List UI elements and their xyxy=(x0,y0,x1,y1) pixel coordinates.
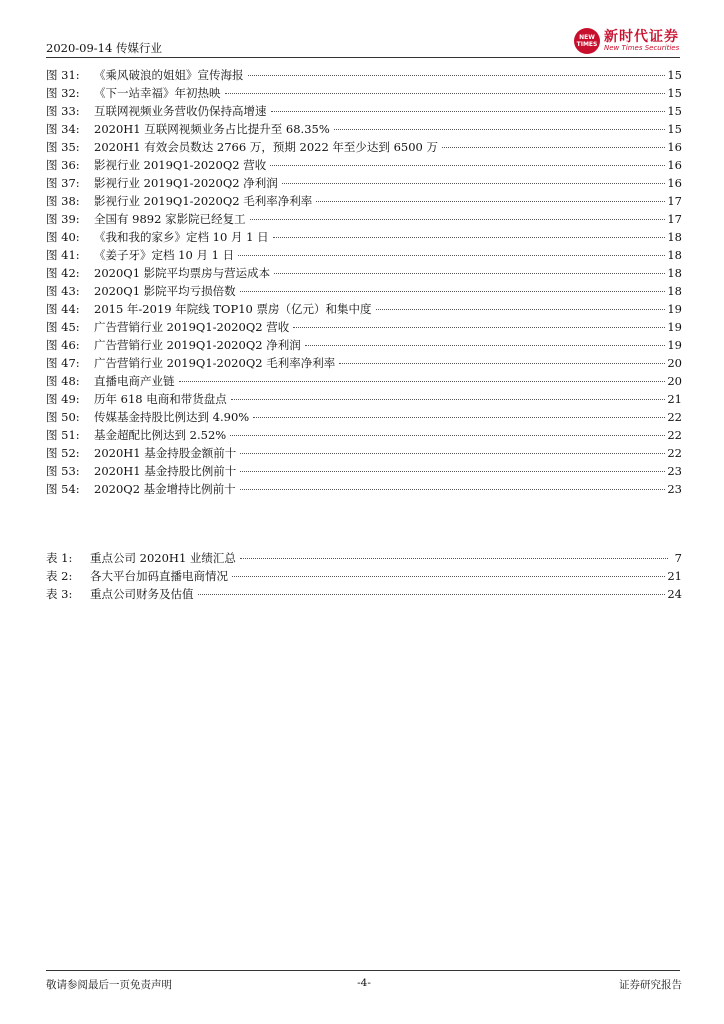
figure-entry-title: 影视行业 2019Q1-2020Q2 净利润 xyxy=(94,176,278,190)
figure-entry-title: 2020Q1 影院平均亏损倍数 xyxy=(94,284,236,298)
figure-entry-page: 17 xyxy=(667,194,682,208)
figure-entry-page: 17 xyxy=(667,212,682,226)
figure-entry-leader-dots xyxy=(339,363,665,364)
figure-entry[interactable] xyxy=(46,319,682,337)
table-entry-leader-dots xyxy=(198,594,666,595)
figure-entry-title: 《乘风破浪的姐姐》宣传海报 xyxy=(94,68,244,82)
footer-disclaimer: 敬请参阅最后一页免责声明 xyxy=(46,979,172,991)
figure-entry-title: 互联网视频业务营收仍保持高增速 xyxy=(94,104,267,118)
table-entry-leader-dots xyxy=(232,576,665,577)
figure-entry-label: 图 43: xyxy=(46,284,80,298)
figure-entry-leader-dots xyxy=(305,345,666,346)
figure-entry-leader-dots xyxy=(240,291,666,292)
figure-entry[interactable] xyxy=(46,409,682,427)
figure-entry-page: 22 xyxy=(667,428,682,442)
figure-entry[interactable] xyxy=(46,337,682,355)
figure-entry-title: 2020Q1 影院平均票房与营运成本 xyxy=(94,266,271,280)
figure-list xyxy=(46,67,682,499)
figure-entry-title: 基金超配比例达到 2.52% xyxy=(94,428,227,442)
footer-divider xyxy=(46,970,680,971)
header-section: 传媒行业 xyxy=(115,41,162,55)
table-entry-title: 重点公司财务及估值 xyxy=(90,587,194,601)
figure-entry-leader-dots xyxy=(293,327,665,328)
figure-entry-title: 《姜子牙》定档 10 月 1 日 xyxy=(94,248,235,262)
figure-entry-title: 直播电商产业链 xyxy=(94,374,175,388)
figure-entry-label: 图 50: xyxy=(46,410,80,424)
figure-entry[interactable] xyxy=(46,175,682,193)
figure-entry[interactable] xyxy=(46,445,682,463)
figure-entry[interactable] xyxy=(46,301,682,319)
figure-entry-leader-dots xyxy=(271,111,666,112)
header-date: 2020-09-14 xyxy=(46,41,113,55)
figure-entry-title: 2015 年-2019 年院线 TOP10 票房（亿元）和集中度 xyxy=(94,302,372,316)
figure-entry-title: 广告营销行业 2019Q1-2020Q2 净利润 xyxy=(94,338,301,352)
figure-entry-page: 20 xyxy=(667,356,682,370)
figure-entry-leader-dots xyxy=(240,453,665,454)
table-entry[interactable] xyxy=(46,586,682,604)
figure-entry-page: 19 xyxy=(667,302,682,316)
figure-entry[interactable] xyxy=(46,229,682,247)
figure-entry[interactable] xyxy=(46,85,682,103)
figure-entry-page: 18 xyxy=(667,230,682,244)
figure-entry[interactable] xyxy=(46,103,682,121)
figure-entry-label: 图 39: xyxy=(46,212,80,226)
table-entry-title: 重点公司 2020H1 业绩汇总 xyxy=(90,551,236,565)
table-entry-label: 表 2: xyxy=(46,569,73,583)
header-divider xyxy=(46,57,680,58)
logo-badge-line1: NEW xyxy=(579,34,595,41)
figure-entry-page: 16 xyxy=(667,140,682,154)
logo-english-name: New Times Securities xyxy=(604,44,680,52)
table-entry-page: 7 xyxy=(674,551,682,565)
figure-entry[interactable] xyxy=(46,355,682,373)
logo-badge-icon xyxy=(574,28,600,54)
figure-entry-label: 图 31: xyxy=(46,68,80,82)
figure-entry-title: 2020H1 互联网视频业务占比提升至 68.35% xyxy=(94,122,330,136)
figure-entry[interactable] xyxy=(46,211,682,229)
figure-entry[interactable] xyxy=(46,193,682,211)
figure-entry-leader-dots xyxy=(253,417,665,418)
footer-report-type: 证券研究报告 xyxy=(619,979,682,991)
figure-entry-label: 图 54: xyxy=(46,482,80,496)
figure-entry-leader-dots xyxy=(225,93,666,94)
figure-entry-page: 15 xyxy=(667,122,682,136)
figure-entry[interactable] xyxy=(46,283,682,301)
figure-entry-page: 23 xyxy=(667,482,682,496)
figure-entry-title: 历年 618 电商和带货盘点 xyxy=(94,392,227,406)
figure-entry-title: 传媒基金持股比例达到 4.90% xyxy=(94,410,250,424)
figure-entry-label: 图 35: xyxy=(46,140,80,154)
figure-entry-leader-dots xyxy=(274,273,665,274)
table-entry[interactable] xyxy=(46,568,682,586)
figure-entry-label: 图 32: xyxy=(46,86,80,100)
table-entry-page: 24 xyxy=(667,587,682,601)
figure-entry[interactable] xyxy=(46,463,682,481)
figure-entry-page: 22 xyxy=(667,446,682,460)
figure-entry-title: 影视行业 2019Q1-2020Q2 营收 xyxy=(94,158,267,172)
figure-entry-leader-dots xyxy=(179,381,666,382)
table-list xyxy=(46,550,682,604)
figure-entry[interactable] xyxy=(46,247,682,265)
figure-entry-leader-dots xyxy=(240,489,666,490)
figure-entry-page: 22 xyxy=(667,410,682,424)
company-logo xyxy=(574,26,686,56)
table-entry-label: 表 1: xyxy=(46,551,73,565)
figure-entry[interactable] xyxy=(46,481,682,499)
logo-badge-line2: TIMES xyxy=(576,41,598,48)
figure-entry[interactable] xyxy=(46,157,682,175)
figure-entry[interactable] xyxy=(46,67,682,85)
figure-entry-label: 图 34: xyxy=(46,122,80,136)
figure-entry-label: 图 49: xyxy=(46,392,80,406)
table-entry-leader-dots xyxy=(240,558,668,559)
figure-entry-page: 23 xyxy=(667,464,682,478)
figure-entry-page: 16 xyxy=(667,158,682,172)
figure-entry[interactable] xyxy=(46,373,682,391)
figure-entry-label: 图 37: xyxy=(46,176,80,190)
figure-entry-leader-dots xyxy=(231,399,666,400)
figure-entry-label: 图 45: xyxy=(46,320,80,334)
figure-entry-title: 《下一站幸福》年初热映 xyxy=(94,86,221,100)
figure-entry-label: 图 42: xyxy=(46,266,80,280)
figure-entry-label: 图 52: xyxy=(46,446,80,460)
figure-entry-page: 15 xyxy=(667,104,682,118)
figure-entry-label: 图 41: xyxy=(46,248,80,262)
figure-entry-page: 18 xyxy=(667,266,682,280)
figure-entry-label: 图 53: xyxy=(46,464,80,478)
table-entry-page: 21 xyxy=(667,569,682,583)
figure-entry-title: 2020H1 有效会员数达 2766 万，预期 2022 年至少达到 6500 万 xyxy=(94,140,438,154)
figure-entry-leader-dots xyxy=(442,147,665,148)
figure-entry-label: 图 51: xyxy=(46,428,80,442)
figure-entry-page: 21 xyxy=(667,392,682,406)
logo-chinese-name: 新时代证券 xyxy=(604,29,679,45)
figure-entry-leader-dots xyxy=(316,201,665,202)
figure-entry-page: 18 xyxy=(667,248,682,262)
figure-entry-page: 18 xyxy=(667,284,682,298)
figure-entry-title: 2020H1 基金持股金额前十 xyxy=(94,446,237,460)
figure-entry-label: 图 33: xyxy=(46,104,80,118)
figure-entry-leader-dots xyxy=(273,237,666,238)
figure-entry[interactable] xyxy=(46,391,682,409)
figure-entry-label: 图 38: xyxy=(46,194,80,208)
figure-entry-label: 图 36: xyxy=(46,158,80,172)
figure-entry-title: 全国有 9892 家影院已经复工 xyxy=(94,212,246,226)
figure-entry-page: 19 xyxy=(667,338,682,352)
figure-entry-page: 15 xyxy=(667,68,682,82)
figure-entry-leader-dots xyxy=(238,255,665,256)
figure-entry-leader-dots xyxy=(282,183,666,184)
footer-page-number: -4- xyxy=(357,977,371,989)
figure-entry-page: 19 xyxy=(667,320,682,334)
figure-entry-leader-dots xyxy=(250,219,666,220)
figure-entry-leader-dots xyxy=(240,471,665,472)
table-entry-title: 各大平台加码直播电商情况 xyxy=(90,569,228,583)
figure-entry-page: 15 xyxy=(667,86,682,100)
figure-entry[interactable] xyxy=(46,121,682,139)
figure-entry-title: 广告营销行业 2019Q1-2020Q2 营收 xyxy=(94,320,290,334)
figure-entry-leader-dots xyxy=(270,165,665,166)
figure-entry-title: 影视行业 2019Q1-2020Q2 毛利率净利率 xyxy=(94,194,313,208)
figure-entry-title: 2020H1 基金持股比例前十 xyxy=(94,464,237,478)
figure-entry-leader-dots xyxy=(376,309,666,310)
figure-entry[interactable] xyxy=(46,427,682,445)
figure-entry-label: 图 48: xyxy=(46,374,80,388)
figure-entry-title: 广告营销行业 2019Q1-2020Q2 毛利率净利率 xyxy=(94,356,336,370)
figure-entry-label: 图 44: xyxy=(46,302,80,316)
header-date-section xyxy=(46,40,162,56)
figure-entry[interactable] xyxy=(46,139,682,157)
figure-entry-label: 图 47: xyxy=(46,356,80,370)
figure-entry-label: 图 40: xyxy=(46,230,80,244)
figure-entry-leader-dots xyxy=(248,75,666,76)
table-entry[interactable] xyxy=(46,550,682,568)
figure-entry-title: 《我和我的家乡》定档 10 月 1 日 xyxy=(94,230,269,244)
figure-entry-page: 20 xyxy=(667,374,682,388)
figure-entry-leader-dots xyxy=(334,129,666,130)
figure-entry-leader-dots xyxy=(230,435,665,436)
figure-entry-title: 2020Q2 基金增持比例前十 xyxy=(94,482,236,496)
figure-entry[interactable] xyxy=(46,265,682,283)
figure-entry-label: 图 46: xyxy=(46,338,80,352)
table-entry-label: 表 3: xyxy=(46,587,73,601)
figure-entry-page: 16 xyxy=(667,176,682,190)
